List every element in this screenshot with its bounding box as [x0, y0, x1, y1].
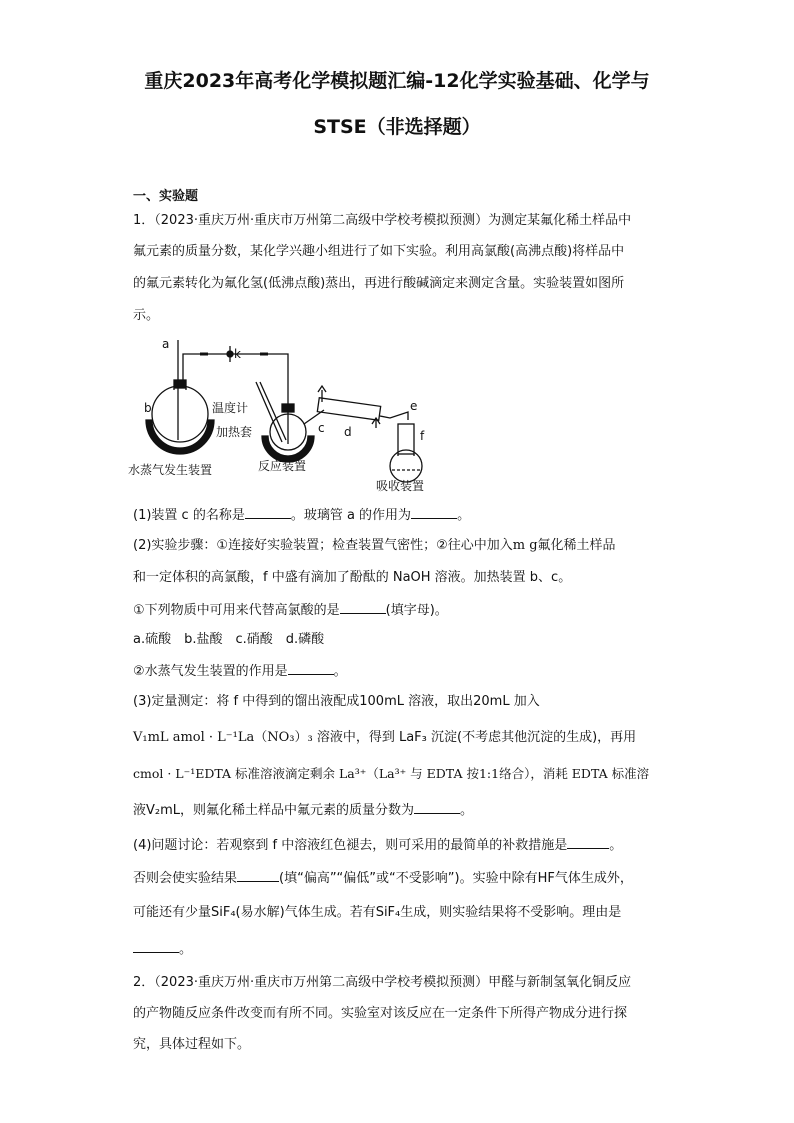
section-heading: 一、实验题: [133, 189, 199, 204]
answer-blank[interactable]: [567, 836, 609, 849]
label-b: b: [144, 401, 152, 415]
q2-line: 究，具体过程如下。: [133, 1037, 251, 1052]
thermometer: [256, 382, 282, 442]
page-title-line-1: 重庆2023年高考化学模拟题汇编-12化学实验基础、化学与: [144, 70, 650, 92]
q1-part3-line3: cmol · L⁻¹EDTA 标准溶液滴定剩余 La³⁺（La³⁺ 与 EDTA 按1:1络合），消耗 EDTA 标准溶: [133, 766, 650, 781]
label-e: e: [410, 399, 418, 413]
answer-blank[interactable]: [133, 940, 179, 953]
q1-options: a.硫酸 b.盐酸 c.硝酸 d.磷酸: [133, 632, 325, 647]
heater-b: [146, 420, 214, 454]
q1-part3-line1: (3)定量测定：将 f 中得到的馏出液配成100mL 溶液，取出20mL 加入: [133, 694, 540, 709]
q1-part3-line2: V₁mL amol · L⁻¹La（NO₃）₃ 溶液中，得到 LaF₃ 沉淀(不考虑其他沉淀的生成)，再用: [133, 730, 637, 745]
q1-intro-line: 示。: [133, 308, 160, 323]
q2-line: 2．（2023·重庆万州·重庆市万州第二高级中学校考模拟预测）甲醛与新制氢氧化铜反应: [133, 975, 632, 990]
formula-la-nitrate: V₁mL amol · L⁻¹La（NO₃）₃: [133, 730, 313, 745]
q1-part4-line2: 否则会使实验结果 (填“偏高”“偏低”或“不受影响”)。实验中除有HF气体生成外，: [133, 871, 633, 886]
q1-intro-line: 的氟元素转化为氟化氢(低沸点酸)蒸出，再进行酸碱滴定来测定含量。实验装置如图所: [133, 276, 625, 291]
q1-intro-line: 1．（2023·重庆万州·重庆市万州第二高级中学校考模拟预测）为测定某氟化稀土样品中: [133, 213, 632, 228]
flask-b-stopper: [174, 380, 186, 388]
q1-part2-line2: 和一定体积的高氯酸，f 中盛有滴加了酚酞的 NaOH 溶液。加热装置 b、c。: [133, 570, 572, 585]
condenser-d: [317, 398, 380, 420]
q1-intro-line: 氟元素的质量分数，某化学兴趣小组进行了如下实验。利用高氯酸(高沸点酸)将样品中: [133, 244, 625, 259]
variable-m: m g: [512, 538, 538, 553]
q1-part4-line3: 可能还有少量SiF₄(易水解)气体生成。若有SiF₄生成，则实验结果将不受影响。理由是: [133, 905, 622, 920]
label-heater: 加热套: [216, 425, 253, 439]
answer-blank[interactable]: [414, 801, 460, 814]
flask-b: [152, 386, 208, 442]
page-title-line-2: STSE（非选择题）: [313, 116, 481, 138]
q1-part3-line4: 液V₂mL，则氟化稀土样品中氟元素的质量分数为 。: [133, 803, 474, 818]
label-f: f: [420, 429, 425, 443]
answer-blank[interactable]: [245, 506, 291, 519]
q1-part1: (1)装置 c 的名称是 。玻璃管 a 的作用为 。: [133, 508, 471, 523]
answer-blank[interactable]: [237, 869, 279, 882]
label-reaction-apparatus: 反应装置: [258, 459, 307, 473]
label-thermometer: 温度计: [212, 401, 249, 415]
answer-blank[interactable]: [411, 506, 457, 519]
answer-blank[interactable]: [288, 662, 334, 675]
answer-blank[interactable]: [340, 601, 386, 614]
label-steam-generator: 水蒸气发生装置: [128, 463, 213, 477]
label-d: d: [344, 425, 352, 439]
label-k: k: [234, 347, 241, 361]
label-a: a: [162, 337, 170, 351]
q2-line: 的产物随反应条件改变而有所不同。实验室对该反应在一定条件下所得产物成分进行探: [133, 1006, 628, 1021]
apparatus-diagram: [128, 332, 448, 500]
q1-part4-line4: 。: [133, 940, 673, 958]
absorber-flask: [390, 450, 422, 482]
label-c: c: [318, 421, 325, 435]
q1-part4-line1: (4)问题讨论：若观察到 f 中溶液红色褪去，则可采用的最简单的补救措施是 。: [133, 838, 623, 853]
q1-part2-line1: (2)实验步骤：①连接好实验装置；检查装置气密性；②往心中加入m g氟化稀土样品: [133, 538, 616, 553]
q1-part2-sub2: ②水蒸气发生装置的作用是 。: [133, 664, 347, 679]
label-absorption-apparatus: 吸收装置: [376, 479, 425, 493]
q1-part2-sub1: ①下列物质中可用来代替高氯酸的是 (填字母)。: [133, 603, 448, 618]
